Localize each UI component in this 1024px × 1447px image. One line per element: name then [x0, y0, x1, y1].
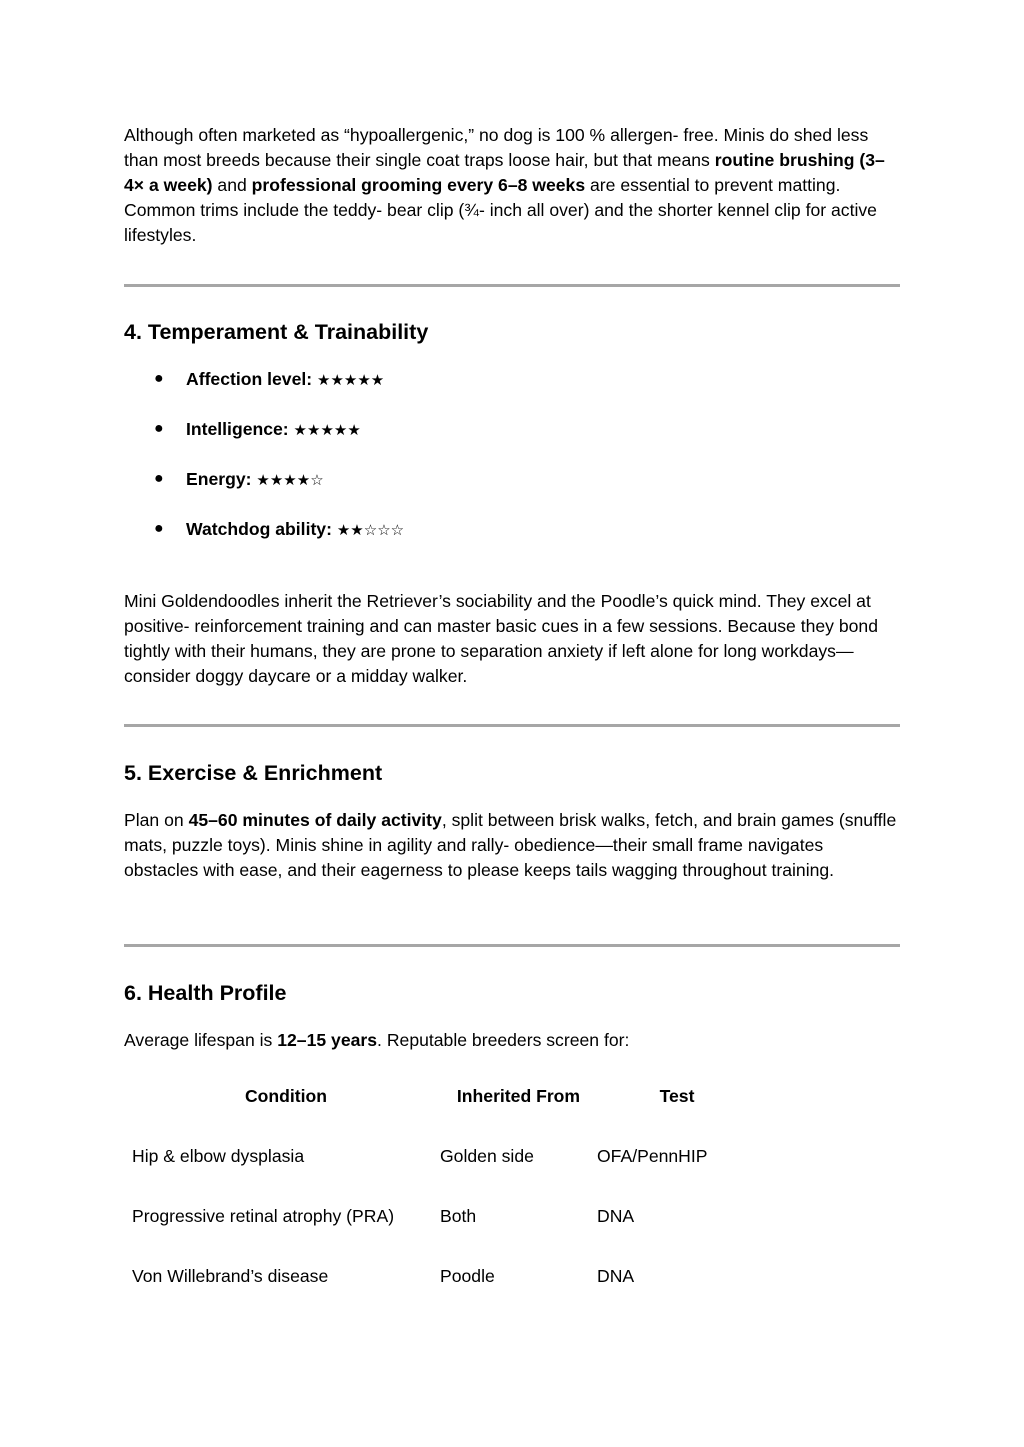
section-divider: [124, 284, 900, 287]
table-cell: DNA: [597, 1205, 635, 1226]
section-heading-temperament: 4. Temperament & Trainability: [124, 320, 429, 344]
exercise-paragraph: [124, 808, 900, 883]
trait-label: Intelligence:: [186, 419, 289, 439]
star-rating-icon: ★★★★☆: [256, 471, 324, 489]
trait-label: Energy:: [186, 469, 252, 489]
star-rating-icon: ★★☆☆☆: [336, 521, 405, 539]
paragraph-text: Although often marketed as “hypoallergenic,” no dog is 100 % allergen- free. Minis do shed less than most breeds because their single coat traps loose hair, but that means: [124, 125, 869, 170]
temperament-paragraph: Mini Goldendoodles inherit the Retriever’s sociability and the Poodle’s quick mind. They excel at positive- reinforcement training and can master basic cues in a few sessions. Because they bond tightly with their humans, they are prone to separation anxiety if left alone for long workdays—consider doggy daycare or a midday walker.: [124, 591, 878, 686]
trait-rating: [186, 466, 324, 493]
table-cell: Both: [440, 1205, 477, 1226]
temperament-block: [124, 589, 900, 689]
section-heading-exercise: 5. Exercise & Enrichment: [124, 761, 383, 785]
table-cell: Hip & elbow dysplasia: [132, 1145, 305, 1166]
bold-text: 12–15 years: [277, 1030, 378, 1050]
table-cell: Von Willebrand’s disease: [132, 1265, 329, 1286]
table-row: [124, 1246, 757, 1306]
table-header-row: [124, 1066, 757, 1126]
trait-rating: [186, 366, 384, 393]
section-heading-health: 6. Health Profile: [124, 981, 287, 1005]
table-cell: OFA/PennHIP: [597, 1145, 708, 1166]
column-header: Test: [659, 1085, 695, 1106]
star-rating-icon: ★★★★★: [317, 371, 385, 389]
paragraph-text: Plan on: [124, 810, 189, 830]
bullet-icon: ●: [154, 520, 164, 537]
bold-text: 45–60 minutes of daily activity: [188, 810, 442, 830]
health-table: [124, 1066, 757, 1306]
paragraph-text: , split between brisk walks, fetch, and brain games (snuffle mats, puzzle toys). Minis shine in agility and rally- obedience—their small frame navigates obstacles with ease, and their eagerness to please keeps tails wagging throughout training.: [124, 810, 897, 880]
exercise-block: [124, 808, 900, 883]
bold-text: routine brushing (3–4× a week): [124, 150, 885, 195]
paragraph-text: are essential to prevent matting. Common trims include the teddy- bear clip (¾- inch all over) and the shorter kennel clip for active lifestyles.: [124, 175, 877, 245]
lifespan-paragraph: [124, 1028, 900, 1053]
trait-label: Affection level:: [186, 369, 313, 389]
table-row: [124, 1186, 757, 1246]
grooming-paragraph: [124, 123, 900, 248]
bold-text: professional grooming every 6–8 weeks: [251, 175, 586, 195]
paragraph-text: Average lifespan is: [124, 1030, 278, 1050]
trait-label: Watchdog ability:: [186, 519, 332, 539]
trait-rating: [186, 416, 361, 443]
paragraph-text: and: [212, 175, 252, 195]
health-block: [124, 1028, 900, 1053]
column-header: Condition: [244, 1085, 328, 1106]
table-row: [124, 1126, 757, 1186]
table-cell: Poodle: [440, 1265, 495, 1286]
table-cell: Progressive retinal atrophy (PRA): [132, 1205, 395, 1226]
section-divider: [124, 724, 900, 727]
paragraph-text: . Reputable breeders screen for:: [377, 1030, 630, 1050]
bullet-icon: ●: [154, 420, 164, 437]
intro-block: [124, 123, 900, 248]
section-divider: [124, 944, 900, 947]
bullet-icon: ●: [154, 370, 164, 387]
column-header: Inherited From: [456, 1085, 581, 1106]
bullet-icon: ●: [154, 470, 164, 487]
table-cell: Golden side: [440, 1145, 534, 1166]
table-cell: DNA: [597, 1265, 635, 1286]
trait-rating: [186, 516, 404, 543]
star-rating-icon: ★★★★★: [293, 421, 361, 439]
